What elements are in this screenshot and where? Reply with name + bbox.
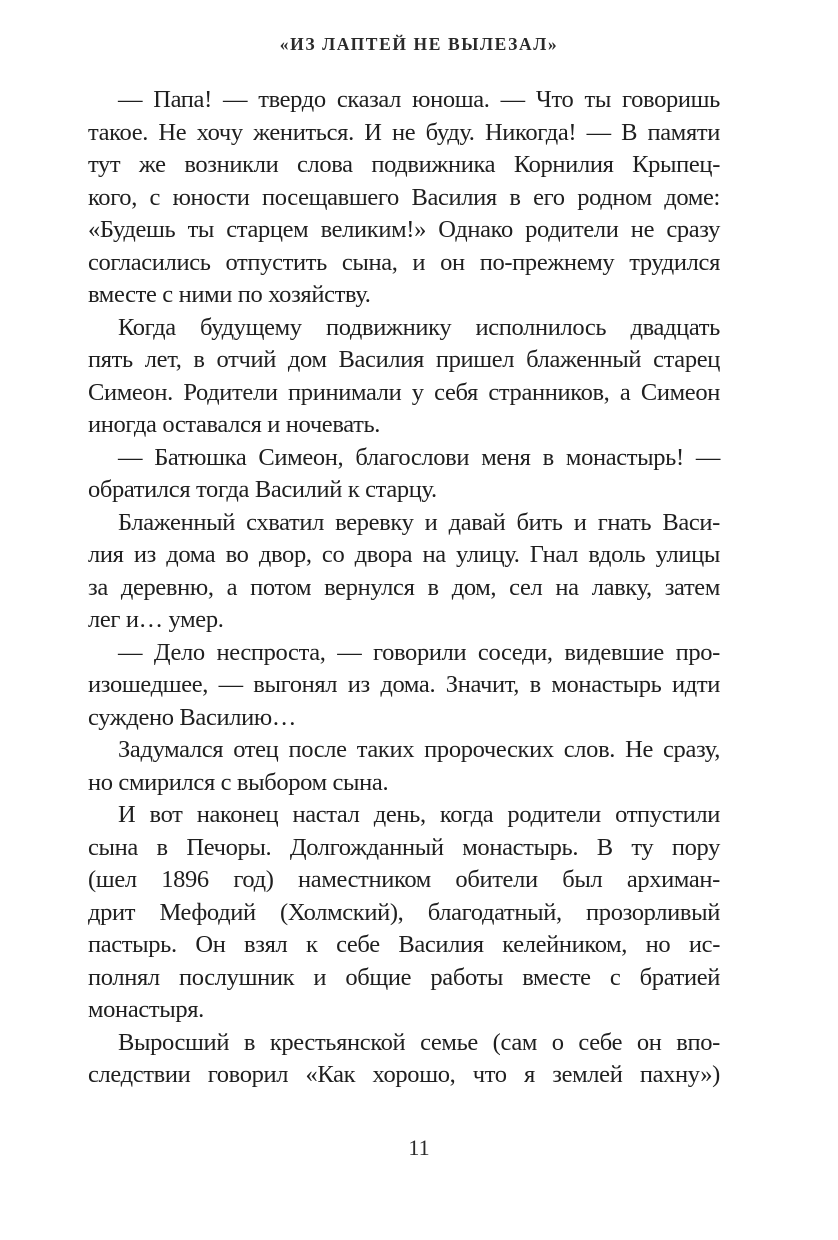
text-line: «Будешь ты старцем великим!» Однако родители не сразу [88, 216, 720, 243]
text-line: иногда оставался и ночевать. [88, 411, 381, 438]
text-line: Симеон. Родители принимали у себя странников, а Симеон [88, 378, 720, 406]
text-line: лег и… умер. [88, 606, 224, 633]
text-line: такое. Не хочу жениться. И не буду. Никогда! — В памяти [88, 118, 720, 146]
body-text [88, 84, 720, 1092]
text-line: согласились отпустить сына, и он по-прежнему трудился [88, 248, 720, 276]
text-line: изошедшее, — выгонял из дома. Значит, в монастырь идти [88, 671, 720, 698]
text-line: — Папа! — твердо сказал юноша. — Что ты говоришь [118, 86, 720, 113]
text-line: — Дело неспроста, — говорили соседи, видевшие про- [118, 638, 720, 666]
text-line: И вот наконец настал день, когда родители отпустили [118, 801, 720, 828]
text-line: монастыря. [88, 996, 204, 1023]
text-line: пять лет, в отчий дом Василия пришел блаженный старец [88, 346, 720, 373]
text-line: тут же возникли слова подвижника Корнилия Крыпец- [88, 151, 720, 178]
text-line: обратился тогда Василий к старцу. [88, 476, 437, 503]
text-line: следствии говорил «Как хорошо, что я землей пахну») [88, 1061, 720, 1088]
text-line: Выросший в крестьянской семье (сам о себе он впо- [118, 1028, 720, 1056]
text-line: сына в Печоры. Долгожданный монастырь. В ту пору [88, 833, 720, 861]
text-line: но смирился с выбором сына. [88, 768, 389, 796]
text-line: кого, с юности посещавшего Василия в его родном доме: [88, 183, 720, 211]
text-line: Когда будущему подвижнику исполнилось двадцать [118, 313, 720, 341]
text-line: суждено Василию… [88, 703, 296, 731]
text-line: — Батюшка Симеон, благослови меня в монастырь! — [118, 443, 720, 471]
text-line: дрит Мефодий (Холмский), благодатный, прозорливый [88, 898, 720, 926]
text-line: Задумался отец после таких пророческих слов. Не сразу, [118, 736, 720, 763]
text-line: полнял послушник и общие работы вместе с братией [88, 963, 720, 991]
text-line: лия из дома во двор, со двора на улицу. Гнал вдоль улицы [88, 541, 720, 568]
text-line: (шел 1896 год) наместником обители был архиман- [88, 866, 720, 893]
text-line: пастырь. Он взял к себе Василия келейником, но ис- [88, 931, 720, 958]
text-line: Блаженный схватил веревку и давай бить и гнать Васи- [118, 508, 720, 536]
text-line: за деревню, а потом вернулся в дом, сел на лавку, затем [88, 573, 720, 601]
running-head: «ИЗ ЛАПТЕЙ НЕ ВЫЛЕЗАЛ» [279, 34, 559, 54]
text-line: вместе с ними по хозяйству. [88, 281, 371, 308]
page-number: 11 [408, 1135, 430, 1160]
